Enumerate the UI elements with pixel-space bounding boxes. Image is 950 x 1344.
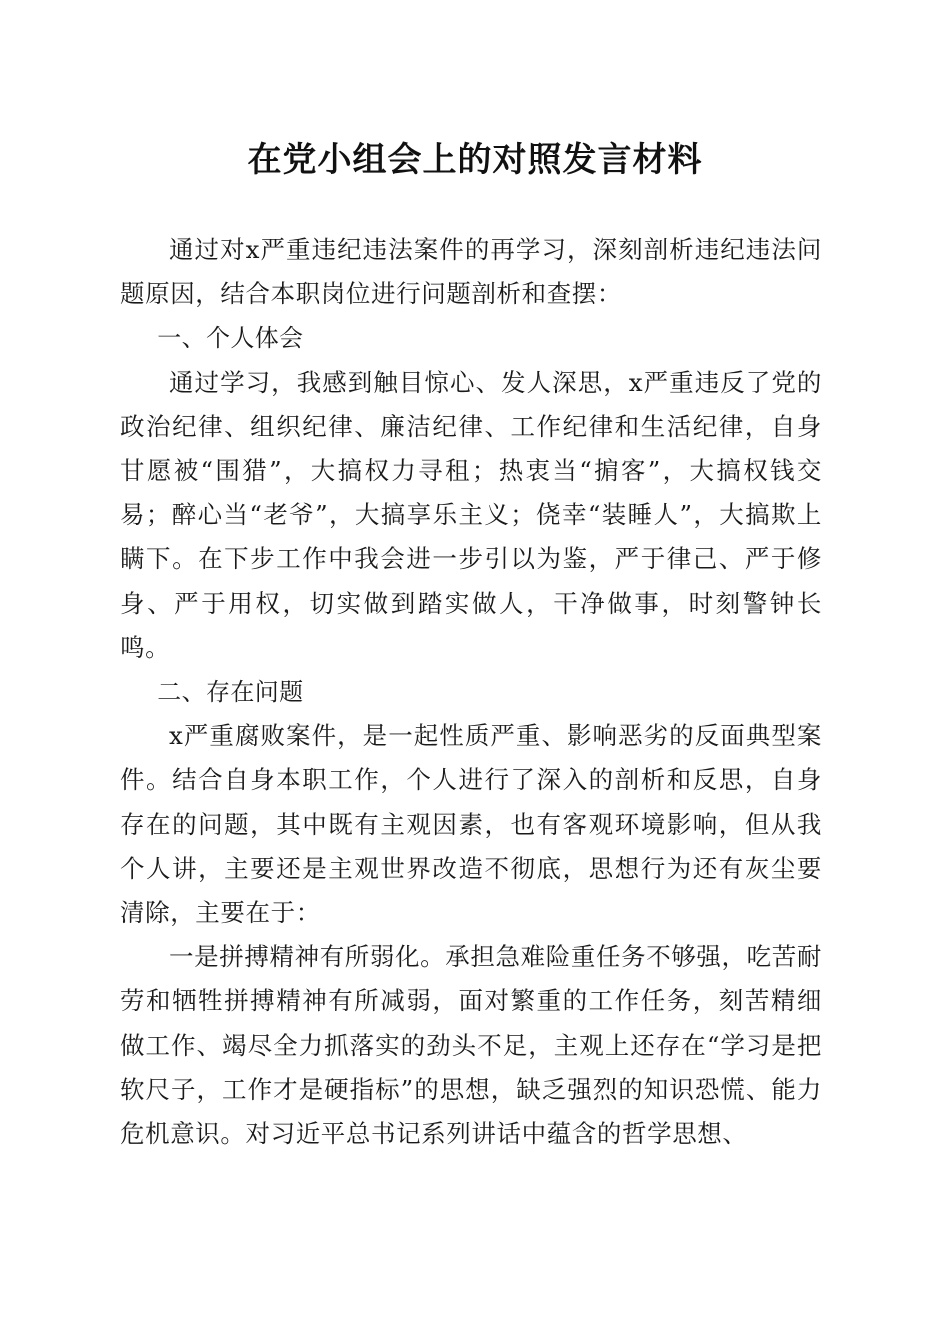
problem-point-lead: 一是拼搏精神有所弱化。 — [169, 942, 446, 972]
section-heading-personal-experience: 一、个人体会 — [157, 324, 304, 353]
personal-experience-paragraph: 通过学习，我感到触目惊心、发人深思，x严重违反了党的政治纪律、组织纪律、廉洁纪律、工作纪律和生活纪律，自身甘愿被“围猎”，大搞权力寻租；热衷当“掮客”，大搞权钱交易；醉心当“老爷”，大搞享乐主义；侥幸“装睡人”，大搞欺上瞒下。在下步工作中我会进一步引以为鉴，严于律己、严于修身、严于用权，切实做到踏实做人，干净做事，时刻警钟长鸣。 — [120, 367, 822, 662]
intro-paragraph: 通过对x严重违纪违法案件的再学习，深刻剖析违纪违法问题原因，结合本职岗位进行问题剖析和查摆： — [120, 235, 822, 309]
problem-point-paragraph — [120, 935, 822, 1156]
existing-problems-paragraph: x严重腐败案件，是一起性质严重、影响恶劣的反面典型案件。结合自身本职工作，个人进行了深入的剖析和反思，自身存在的问题，其中既有主观因素，也有客观环境影响，但从我个人讲，主要还是主观世界改造不彻底，思想行为还有灰尘要清除，主要在于： — [120, 721, 822, 928]
document-title: 在党小组会上的对照发言材料 — [247, 140, 703, 180]
problem-point-text: 承担急难险重任务不够强，吃苦耐劳和牺牲拼搏精神有所减弱，面对繁重的工作任务，刻苦精细做工作、竭尽全力抓落实的劲头不足，主观上还存在“学习是把软尺子，工作才是硬指标”的思想，缺乏强烈的知识恐慌、能力危机意识。对习近平总书记系列讲话中蕴含的哲学思想、 — [120, 942, 822, 1149]
document-body — [120, 228, 822, 1156]
section-heading-existing-problems: 二、存在问题 — [157, 678, 304, 707]
